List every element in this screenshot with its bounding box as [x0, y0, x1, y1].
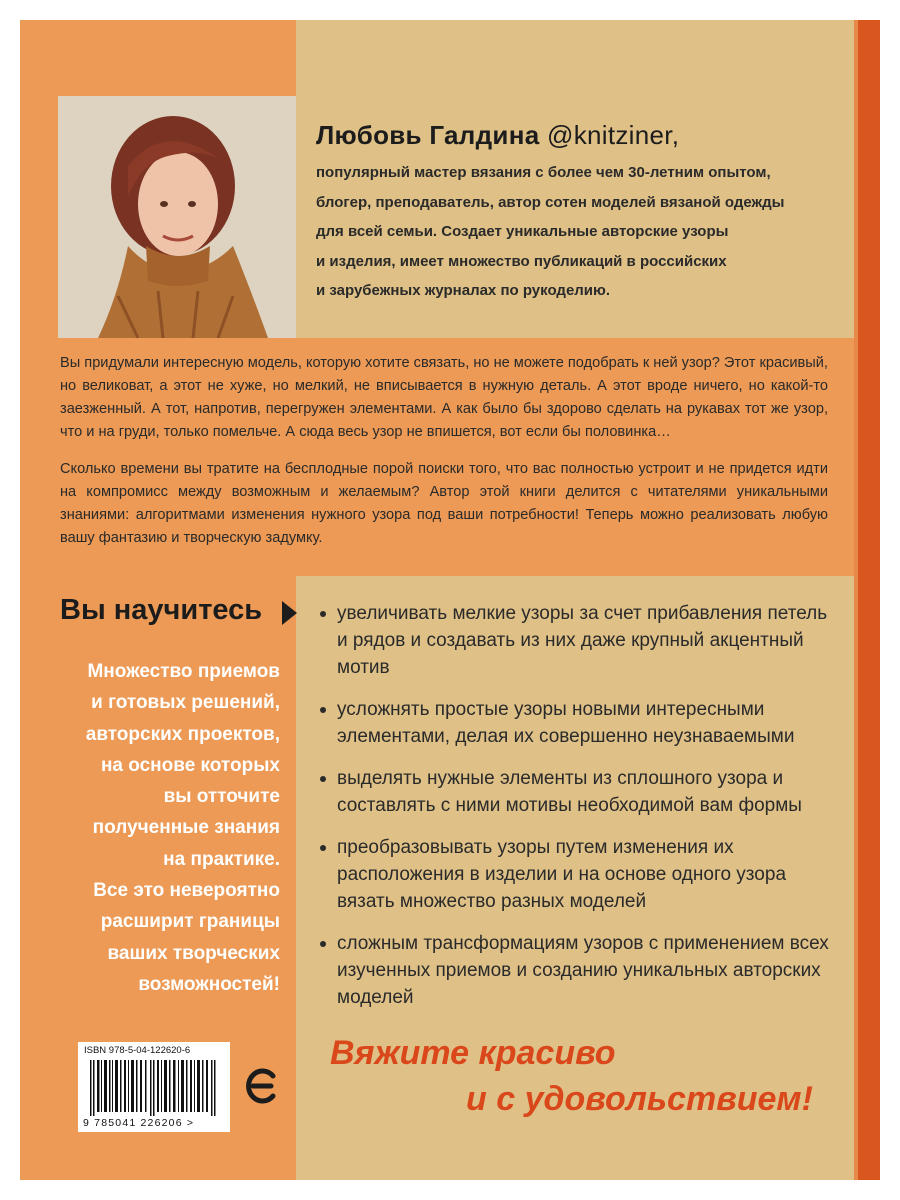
- author-bio-line: популярный мастер вязания с более чем 30-летним опытом,: [316, 164, 771, 181]
- isbn-barcode: [78, 1042, 230, 1132]
- intro-paragraph: Вы придумали интересную модель, которую хотите связать, но не можете подобрать к ней узор? Этот красивый, но великоват, а этот не хуже, но мелкий, не вписывается в нужную деталь. А этот вроде ничего, но какой-то заезженный. А тот, напротив, перегружен элементами. А как было бы здорово сделать на рукавах тот же узор, что и на груди, только помельче. А сюда весь узор не впишется, вот если бы половинка…: [60, 355, 828, 440]
- learn-list-item: [320, 696, 840, 750]
- learn-heading: Вы научитесь: [60, 594, 263, 626]
- author-name: [316, 120, 836, 151]
- learn-list-item: [320, 834, 840, 915]
- side-text-line: ваших творческих: [107, 942, 280, 964]
- author-bio: [316, 158, 836, 306]
- learn-list-item: [320, 600, 840, 681]
- learn-item-text: усложнять простые узоры новыми интересными элементами, делая их совершенно неузнаваемыми: [337, 699, 795, 747]
- side-text-line: на практике.: [163, 848, 280, 870]
- author-bio-line: и изделия, имеет множество публикаций в российских: [316, 252, 727, 270]
- book-back-cover: [20, 20, 880, 1180]
- side-text-line: Множество приемов: [87, 661, 280, 682]
- side-text-line: и готовых решений,: [91, 692, 280, 714]
- bullet-dot-icon: [320, 707, 326, 713]
- side-text-line: авторских проектов,: [85, 723, 280, 745]
- slogan-line-2: и с удовольствием!: [466, 1080, 813, 1118]
- intro-paragraph: Сколько времени вы тратите на бесплодные порой поиски того, что вас полностью устроит и не придется идти на компромисс между возможным и желаемым? Автор этой книги делится с читателями уникальными знаниями: алгоритмами изменения нужного узора под ваши потребности! Теперь можно реализовать любую вашу фантазию и творческую задумку.: [60, 461, 828, 546]
- bullet-dot-icon: [320, 611, 326, 617]
- bullet-dot-icon: [320, 776, 326, 782]
- slogan-line-1: Вяжите красиво: [330, 1034, 616, 1072]
- author-bio-line: блогер, преподаватель, автор сотен моделей вязаной одежды: [316, 193, 785, 211]
- spine-edge: [858, 20, 880, 1180]
- barcode-bars-icon: [90, 1060, 218, 1116]
- side-text-line: на основе которых: [100, 754, 280, 776]
- learn-list-item: [320, 930, 840, 1011]
- bullet-dot-icon: [320, 941, 326, 947]
- learn-list: [320, 600, 840, 1026]
- side-text-line: полученные знания: [92, 817, 280, 839]
- isbn-label: ISBN 978-5-04-122620-6: [84, 1045, 191, 1056]
- arrow-right-icon: [282, 601, 297, 625]
- side-text-line: вы отточите: [163, 786, 280, 808]
- author-bio-line: и зарубежных журналах по рукоделию.: [316, 282, 611, 299]
- learn-list-item: [320, 765, 840, 819]
- bullet-dot-icon: [320, 845, 326, 851]
- learn-item-text: преобразовывать узоры путем изменения их расположения в изделии и на основе одного узора вязать множество разных моделей: [337, 837, 787, 912]
- author-handle: @knitziner,: [547, 120, 680, 150]
- author-full-name: Любовь Галдина: [316, 120, 540, 150]
- author-photo: [58, 96, 296, 338]
- author-bio-line: для всей семьи. Создает уникальные авторские узоры: [316, 223, 729, 240]
- side-text-line: расширит границы: [100, 911, 280, 933]
- intro-text: [60, 352, 828, 564]
- side-promo-text: [46, 656, 280, 1000]
- publisher-logo-icon: [244, 1066, 278, 1106]
- learn-item-text: выделять нужные элементы из сплошного узора и составлять с ними мотивы необходимой вам формы: [337, 768, 802, 816]
- side-text-line: Все это невероятно: [93, 880, 280, 902]
- author-portrait-illustration: [58, 96, 296, 338]
- barcode-digits: 9 785041 226206 >: [83, 1117, 195, 1129]
- learn-item-text: сложным трансформациям узоров с применением всех изученных приемов и созданию уникальных авторских моделей: [337, 933, 829, 1008]
- learn-item-text: увеличивать мелкие узоры за счет прибавления петель и рядов и создавать из них даже крупный акцентный мотив: [337, 603, 828, 678]
- side-text-line: возможностей!: [138, 973, 280, 995]
